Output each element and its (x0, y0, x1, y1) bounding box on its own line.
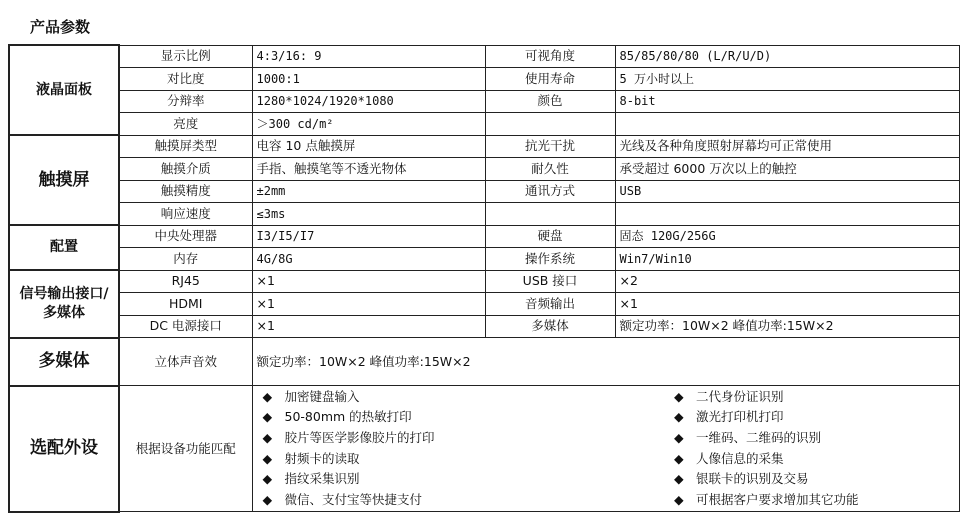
list-item (263, 469, 435, 490)
table-row (9, 270, 959, 293)
section-touch: 触摸屏 (9, 135, 119, 225)
list-item (263, 490, 435, 511)
spec-value: ×1 (252, 293, 485, 316)
list-item (674, 407, 859, 428)
spec-key: 使用寿命 (485, 68, 615, 91)
spec-key (485, 203, 615, 226)
spec-value: 1000:1 (252, 68, 485, 91)
table-row (9, 203, 959, 226)
spec-key: 对比度 (119, 68, 252, 91)
section-signal: 信号输出接口/多媒体 (9, 270, 119, 338)
option-label: 人像信息的采集 (695, 450, 784, 466)
list-item (674, 469, 859, 490)
diamond-bullet-icon: ◆ (673, 429, 684, 445)
diamond-bullet-icon: ◆ (673, 388, 684, 404)
spec-key: 耐久性 (485, 158, 615, 181)
table-row (9, 338, 959, 386)
spec-value: 承受超过 6000 万次以上的触控 (615, 158, 959, 181)
option-label: 加密键盘输入 (284, 388, 360, 404)
spec-key: 抗光干扰 (485, 135, 615, 158)
table-row (9, 158, 959, 181)
spec-value: 手指、触摸笔等不透光物体 (252, 158, 485, 181)
spec-key: 通讯方式 (485, 180, 615, 203)
spec-value: 4:3/16: 9 (252, 45, 485, 68)
spec-value: 5 万小时以上 (615, 68, 959, 91)
table-row (9, 90, 959, 113)
table-row (9, 113, 959, 136)
spec-key: DC 电源接口 (119, 315, 252, 338)
spec-value: 85/85/80/80 (L/R/U/D) (615, 45, 959, 68)
spec-value: 4G/8G (252, 248, 485, 271)
spec-key: 触摸屏类型 (119, 135, 252, 158)
diamond-bullet-icon: ◆ (262, 491, 273, 507)
list-item (674, 449, 859, 470)
spec-value: 1280*1024/1920*1080 (252, 90, 485, 113)
spec-value: 电容 10 点触摸屏 (252, 135, 485, 158)
diamond-bullet-icon: ◆ (673, 471, 684, 487)
options-grid (257, 387, 955, 511)
table-row (9, 386, 959, 512)
spec-key: 多媒体 (485, 315, 615, 338)
spec-table (8, 44, 960, 513)
spec-key: 内存 (119, 248, 252, 271)
option-label: 指纹采集识别 (284, 471, 360, 487)
spec-key: 触摸精度 (119, 180, 252, 203)
list-item (674, 490, 859, 511)
spec-value: Win7/Win10 (615, 248, 959, 271)
option-label: 胶片等医学影像胶片的打印 (284, 429, 435, 445)
table-row (9, 225, 959, 248)
spec-key: 触摸介质 (119, 158, 252, 181)
spec-value: ×1 (615, 293, 959, 316)
section-multimedia: 多媒体 (9, 338, 119, 386)
table-row (9, 248, 959, 271)
spec-key: 根据设备功能匹配 (119, 386, 252, 512)
page-title: 产品参数 (30, 18, 91, 36)
spec-value: ×1 (252, 270, 485, 293)
spec-value: ≤3ms (252, 203, 485, 226)
spec-value (615, 113, 959, 136)
table-row (9, 293, 959, 316)
diamond-bullet-icon: ◆ (262, 388, 273, 404)
diamond-bullet-icon: ◆ (262, 429, 273, 445)
spec-key: 响应速度 (119, 203, 252, 226)
table-row (9, 68, 959, 91)
spec-value: 8-bit (615, 90, 959, 113)
list-item (674, 387, 859, 408)
section-lcd: 液晶面板 (9, 45, 119, 135)
spec-key (485, 113, 615, 136)
diamond-bullet-icon: ◆ (673, 450, 684, 466)
list-item (263, 428, 435, 449)
option-label: 一维码、二维码的识别 (695, 429, 821, 445)
diamond-bullet-icon: ◆ (262, 471, 273, 487)
spec-key: 立体声音效 (119, 338, 252, 386)
table-row (9, 180, 959, 203)
spec-value: ×2 (615, 270, 959, 293)
spec-key: 分辩率 (119, 90, 252, 113)
spec-value: 额定功率：10W×2 峰值功率:15W×2 (615, 315, 959, 338)
section-options: 选配外设 (9, 386, 119, 512)
option-label: 射频卡的读取 (284, 450, 360, 466)
list-item (674, 428, 859, 449)
diamond-bullet-icon: ◆ (673, 491, 684, 507)
list-item (263, 449, 435, 470)
option-label: 可根据客户要求增加其它功能 (695, 491, 859, 507)
spec-value: ＞300 cd/m² (252, 113, 485, 136)
spec-key: 显示比例 (119, 45, 252, 68)
table-row (9, 45, 959, 68)
option-label: 二代身份证识别 (695, 388, 784, 404)
spec-key: RJ45 (119, 270, 252, 293)
option-label: 微信、支付宝等快捷支付 (284, 491, 423, 507)
spec-value: I3/I5/I7 (252, 225, 485, 248)
table-row (9, 315, 959, 338)
section-config: 配置 (9, 225, 119, 270)
option-label: 50-80mm 的热敏打印 (284, 409, 412, 425)
diamond-bullet-icon: ◆ (673, 409, 684, 425)
spec-value: 光线及各种角度照射屏幕均可正常使用 (615, 135, 959, 158)
diamond-bullet-icon: ◆ (262, 409, 273, 425)
diamond-bullet-icon: ◆ (262, 450, 273, 466)
options-right-list (674, 387, 859, 511)
option-label: 银联卡的识别及交易 (695, 471, 809, 487)
spec-key: HDMI (119, 293, 252, 316)
list-item (263, 387, 435, 408)
list-item (263, 407, 435, 428)
options-cell (252, 386, 959, 512)
spec-value: 额定功率：10W×2 峰值功率:15W×2 (252, 338, 959, 386)
spec-key: 可视角度 (485, 45, 615, 68)
spec-value: USB (615, 180, 959, 203)
spec-value: ×1 (252, 315, 485, 338)
spec-key: USB 接口 (485, 270, 615, 293)
spec-key: 操作系统 (485, 248, 615, 271)
option-label: 激光打印机打印 (695, 409, 784, 425)
spec-key: 亮度 (119, 113, 252, 136)
spec-key: 中央处理器 (119, 225, 252, 248)
spec-key: 硬盘 (485, 225, 615, 248)
spec-key: 颜色 (485, 90, 615, 113)
table-row (9, 135, 959, 158)
spec-key: 音频输出 (485, 293, 615, 316)
spec-value: 固态 120G/256G (615, 225, 959, 248)
options-left-list (263, 387, 435, 511)
spec-value: ±2mm (252, 180, 485, 203)
spec-value (615, 203, 959, 226)
